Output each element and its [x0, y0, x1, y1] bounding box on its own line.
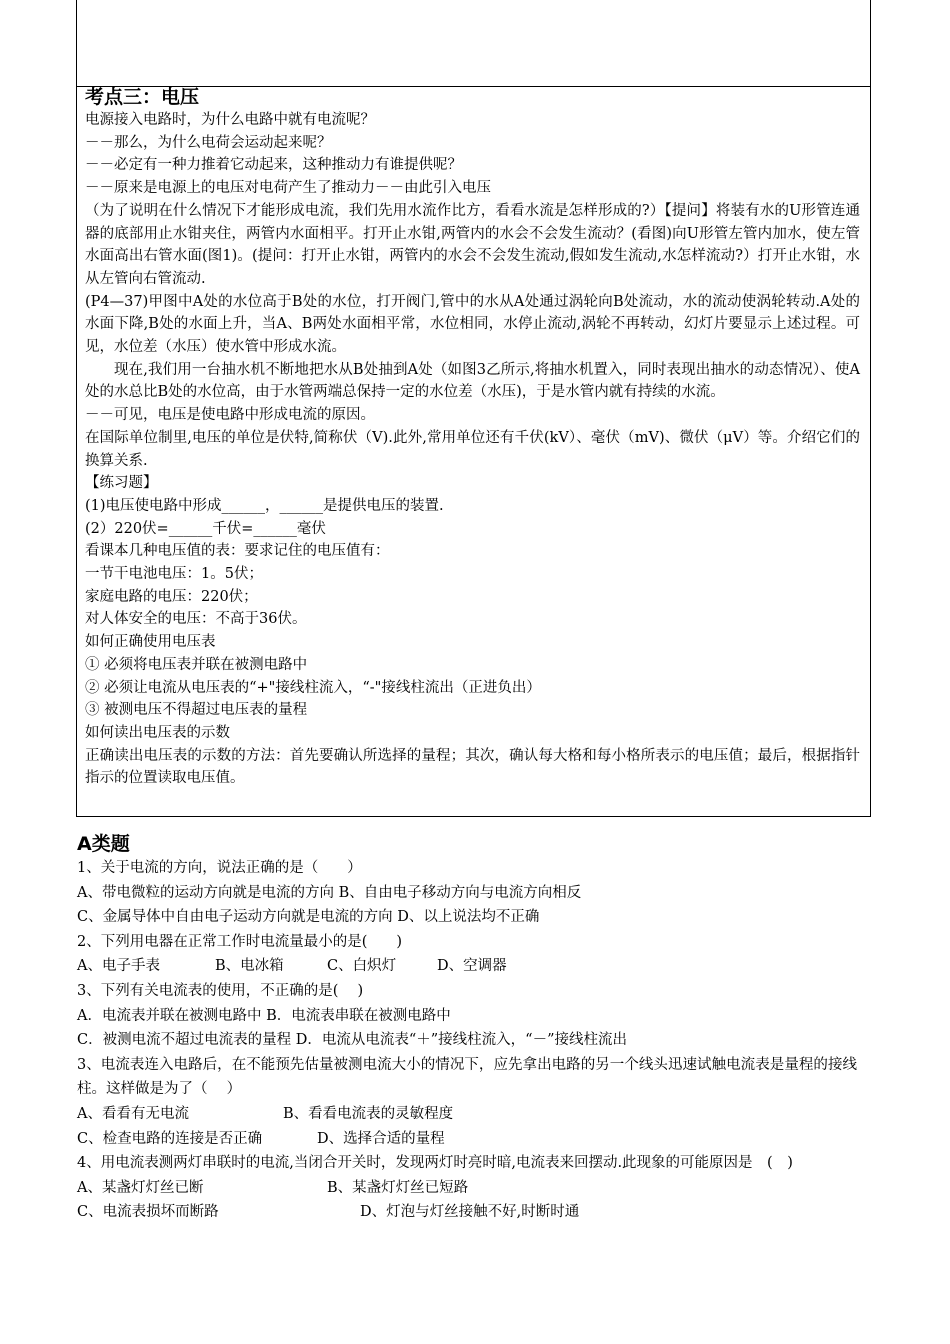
option: C、检查电路的连接是否正确	[77, 1130, 263, 1147]
option-row	[77, 1102, 857, 1127]
option: A、电子手表	[77, 958, 160, 975]
option: B、电冰箱	[215, 958, 284, 975]
text-line: 对人体安全的电压：不高于36伏。	[85, 611, 307, 628]
question: 4、用电流表测两灯串联时的电流,当闭合开关时，发现两灯时亮时暗,电流表来回摆动.此现象的可能原因是 ( )	[77, 1155, 793, 1172]
option: B、看看电流表的灵敏程度	[283, 1105, 454, 1122]
option: C、电流表损坏而断路	[77, 1204, 219, 1221]
paragraph: 在国际单位制里,电压的单位是伏特,简称伏（V).此外,常用单位还有千伏(kV）、毫伏（mV)、微伏（μV）等。介绍它们的换算关系.	[85, 429, 860, 469]
text-line: ① 必须将电压表并联在被测电路中	[85, 656, 308, 673]
option-line: A、带电微粒的运动方向就是电流的方向 B、自由电子移动方向与电流方向相反	[77, 884, 582, 901]
option: D、选择合适的量程	[317, 1130, 445, 1147]
text-line: 如何正确使用电压表	[85, 634, 216, 651]
option-row	[77, 1200, 857, 1225]
option-line: C、金属导体中自由电子运动方向就是电流的方向 D、以上说法均不正确	[77, 909, 540, 926]
exercise-line: (2）220伏=______千伏=______毫伏	[85, 520, 326, 537]
text-line: －－那么，为什么电荷会运动起来呢？	[85, 134, 332, 151]
text-line: ② 必须让电流从电压表的“+"接线柱流入，“-"接线柱流出（正进负出）	[85, 679, 541, 696]
text-line: 如何读出电压表的示数	[85, 724, 230, 741]
option-line: A．电流表并联在被测电路中 B．电流表串联在被测电路中	[77, 1007, 451, 1024]
section-title: 考点三：电压	[85, 86, 200, 108]
option-row	[77, 954, 857, 979]
text-line: －－必定有一种力推着它动起来，这种推动力有谁提供呢？	[85, 157, 462, 174]
paragraph: （为了说明在什么情况下才能形成电流，我们先用水流作比方，看看水流是怎样形成的?）【提问】将装有水的U形管连通器的底部用止水钳夹住，两管内水面相平。打开止水钳,两管内的水会不会发生流动？(看图)向U形管左管内加水，使左管水面高出右管水面(图1)。(提问：打开止水钳，两管内的水会不会发生流动,假如发生流动,水怎样流动?）打开止水钳，水从左管向右管流动.	[85, 202, 860, 287]
question: 3、下列有关电流表的使用，不正确的是( )	[77, 982, 364, 999]
text-line: 一节干电池电压：1。5伏；	[85, 566, 263, 583]
text-line: 看课本几种电压值的表：要求记住的电压值有：	[85, 543, 390, 560]
section-a-title: A类题	[77, 833, 130, 855]
table-cell-top	[76, 0, 871, 87]
question: 3、电流表连入电路后，在不能预先估量被测电流大小的情况下，应先拿出电路的另一个线头迅速试触电流表是量程的接线柱。这样做是为了（ ）	[77, 1056, 857, 1098]
option: C、白炽灯	[327, 958, 397, 975]
section-a	[77, 832, 857, 1225]
text-line: －－原来是电源上的电压对电荷产生了推动力－－由此引入电压	[85, 180, 491, 197]
option: D、灯泡与灯丝接触不好,时断时通	[360, 1204, 580, 1221]
option: D、空调器	[437, 958, 507, 975]
text-line: 电源接入电路时，为什么电路中就有电流呢？	[85, 112, 375, 128]
exercise-line: (1)电压使电路中形成______，______是提供电压的装置.	[85, 497, 444, 514]
option: A、某盏灯灯丝已断	[77, 1179, 204, 1196]
paragraph: 正确读出电压表的示数的方法：首先要确认所选择的量程；其次，确认每大格和每小格所表示的电压值；最后，根据指针指示的位置读取电压值。	[85, 747, 860, 787]
option: B、某盏灯灯丝已短路	[327, 1179, 469, 1196]
paragraph: 现在,我们用一台抽水机不断地把水从B处抽到A处（如图3乙所示,将抽水机置入，同时表现出抽水的动态情况）、使A处的水总比B处的水位高，由于水管两端总保持一定的水位差（水压)，于是水管内就有持续的水流。	[85, 361, 860, 401]
option-line: C．被测电流不超过电流表的量程 D．电流从电流表“＋”接线柱流入，“－”接线柱流出	[77, 1032, 627, 1049]
text-line: ③ 被测电压不得超过电压表的量程	[85, 702, 308, 719]
option: A、看看有无电流	[77, 1105, 189, 1122]
option-row	[77, 1176, 857, 1201]
text-line: 家庭电路的电压：220伏；	[85, 588, 258, 605]
option-row	[77, 1127, 857, 1152]
table-cell-voltage	[76, 87, 871, 817]
question: 1、关于电流的方向，说法正确的是（ ）	[77, 860, 362, 876]
paragraph: (P4—37)甲图中A处的水位高于B处的水位，打开阀门,管中的水从A处通过涡轮向B处流动，水的流动使涡轮转动.A处的水面下降,B处的水面上升，当A、B两处水面相平常，水位相同，水停止流动,涡轮不再转动，幻灯片要显示上述过程。可见，水位差（水压）使水管中形成水流。	[85, 293, 860, 356]
question: 2、下列用电器在正常工作时电流量最小的是( )	[77, 933, 403, 950]
text-line: －－可见，电压是使电路中形成电流的原因。	[85, 407, 375, 424]
exercise-heading: 【练习题】	[85, 475, 158, 492]
